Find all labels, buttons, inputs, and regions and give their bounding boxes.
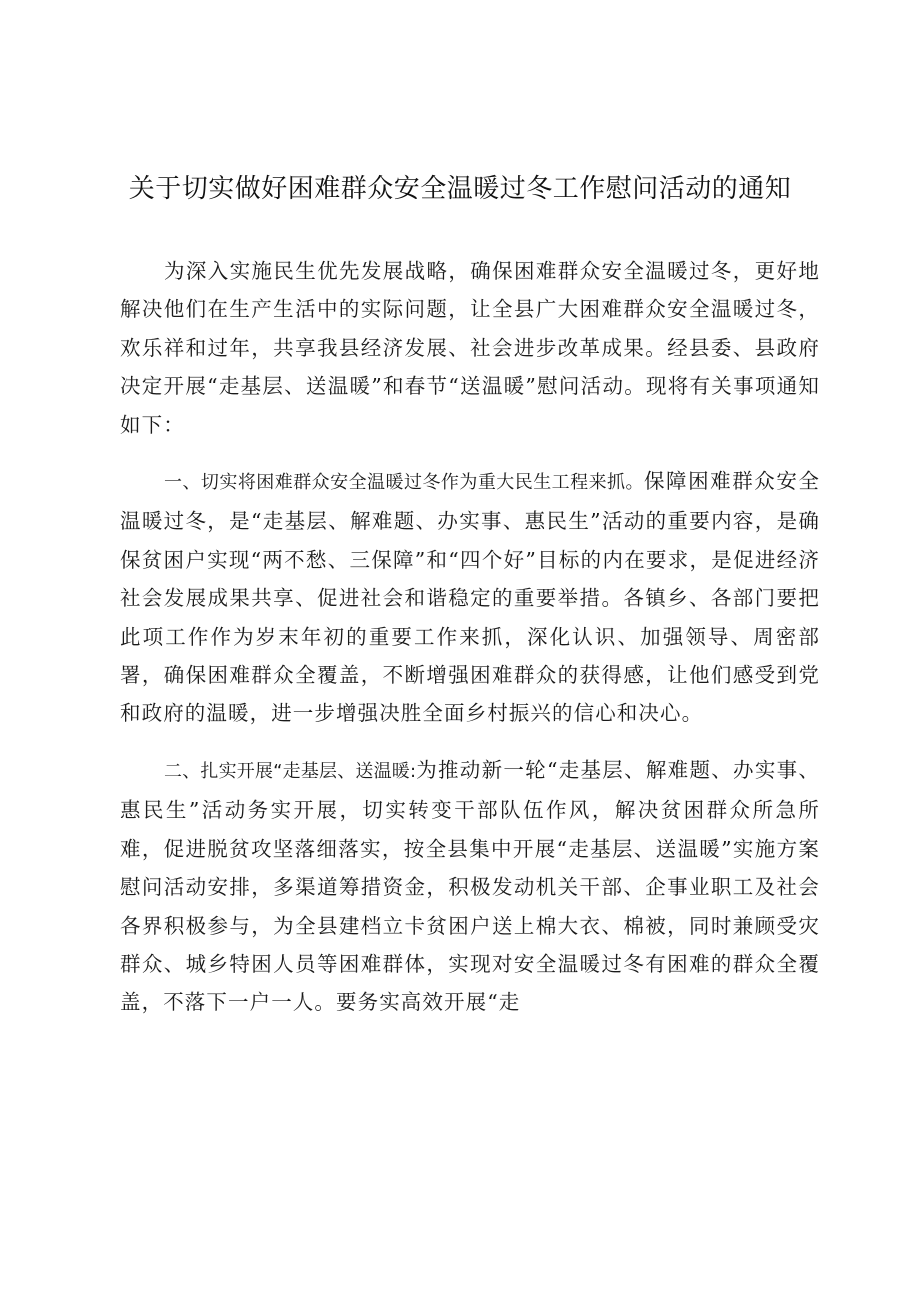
paragraph-intro — [120, 252, 820, 444]
document-body — [120, 252, 820, 1040]
paragraph-text: 保障困难群众安全温暖过冬，是“走基层、解难题、办实事、惠民生”活动的重要内容，是确保贫困户实现“两不愁、三保障”和“四个好”目标的内在要求，是促进经济社会发展成果共享、促进社会和谐稳定的重要举措。各镇乡、各部门要把此项工作作为岁末年初的重要工作来抓，深化认识、加强领导、周密部署，确保困难群众全覆盖，不断增强困难群众的获得感，让他们感受到党和政府的温暖，进一步增强决胜全面乡村振兴的信心和决心。 — [120, 469, 820, 726]
paragraph-text: 为深入实施民生优先发展战略，确保困难群众安全温暖过冬，更好地解决他们在生产生活中的实际问题，让全县广大困难群众安全温暖过冬，欢乐祥和过年，共享我县经济发展、社会进步改革成果。经县委、县政府决定开展“走基层、送温暖”和春节“送温暖”慰问活动。现将有关事项通知如下： — [120, 259, 820, 437]
section-heading: 一、切实将困难群众安全温暖过冬作为重大民生工程来抓。 — [164, 472, 644, 494]
paragraph-text: 为推动新一轮“走基层、解难题、办实事、惠民生”活动务实开展，切实转变干部队伍作风，解决贫困群众所急所难，促进脱贫攻坚落细落实，按全县集中开展“走基层、送温暖”实施方案慰问活动安排，多渠道筹措资金，积极发动机关干部、企事业职工及社会各界积极参与，为全县建档立卡贫困户送上棉大衣、棉被，同时兼顾受灾群众、城乡特困人员等困难群体，实现对安全温暖过冬有困难的群众全覆盖，不落下一户一人。要务实高效开展“走 — [120, 757, 820, 1015]
document-title: 关于切实做好困难群众安全温暖过冬工作慰问活动的通知 — [128, 174, 792, 204]
paragraph-section-1 — [120, 462, 820, 733]
section-heading: 二、扎实开展“走基层、送温暖: — [164, 760, 417, 782]
paragraph-section-2 — [120, 751, 820, 1022]
